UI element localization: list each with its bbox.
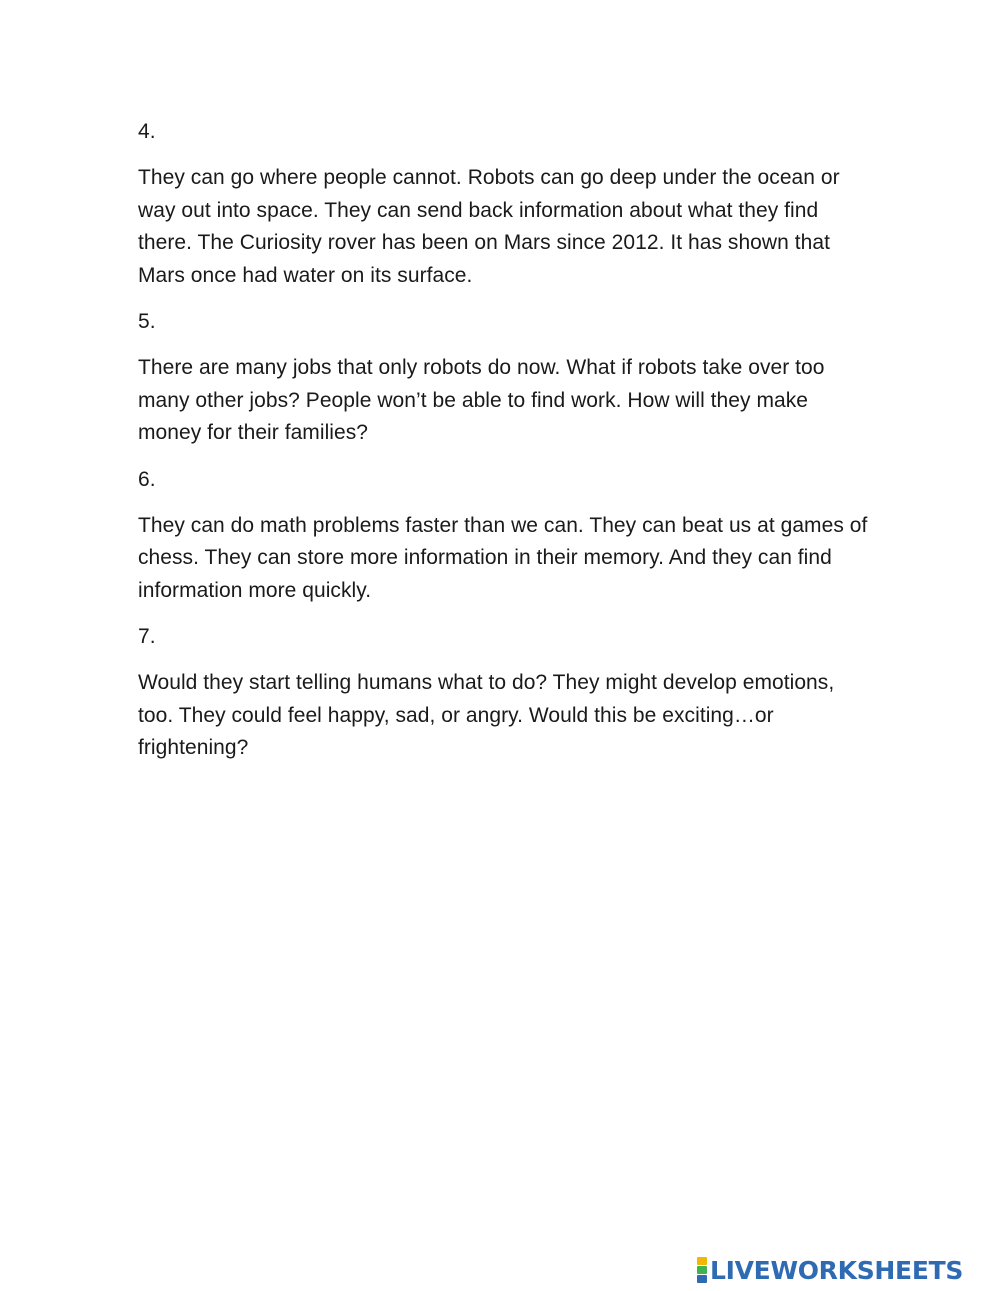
section-number: 7. [138,625,156,648]
section-paragraph: They can do math problems faster than we can. They can beat us at games of chess. They can store more information in their memory. And they can find information more quickly. [138,513,868,602]
liveworksheets-logo [697,1252,963,1288]
section-number: 4. [138,120,156,143]
section-6 [138,464,868,608]
section-5 [138,306,868,450]
logo-mark-tile [697,1257,707,1265]
section-number: 5. [138,310,156,333]
logo-mark-icon [697,1257,707,1283]
section-7 [138,621,868,765]
section-paragraph: There are many jobs that only robots do now. What if robots take over too many other jobs? People won’t be able to find work. How will they make money for their families? [138,356,825,444]
logo-mark-tile [697,1266,707,1274]
section-4 [138,116,868,292]
logo-text: LIVEWORKSHEETS [710,1255,964,1285]
section-paragraph: They can go where people cannot. Robots can go deep under the ocean or way out into space. They can send back information about what they find there. The Curiosity rover has been on Mars since 2012. It has shown that Mars once had water on its surface. [138,166,840,287]
section-number: 6. [138,467,156,491]
section-paragraph: Would they start telling humans what to do? They might develop emotions, too. They could feel happy, sad, or angry. Would this be exciting…or frightening? [138,671,835,759]
worksheet-body [138,116,868,779]
logo-mark-tile [697,1275,707,1283]
